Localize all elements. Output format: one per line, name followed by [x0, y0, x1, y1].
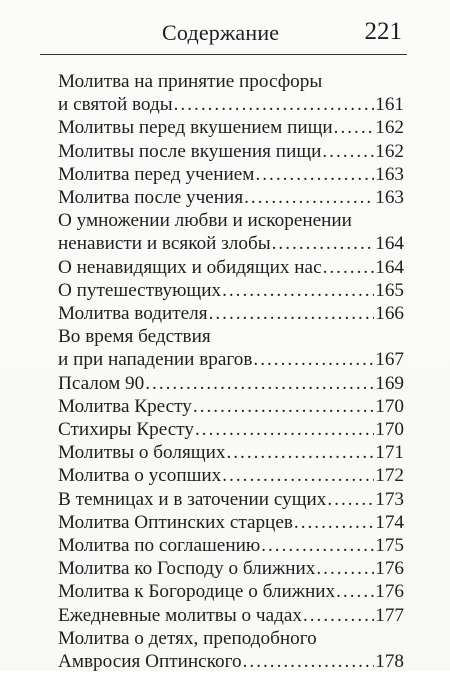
toc-page-number: 174 — [375, 511, 404, 533]
toc-entry-last-line — [58, 279, 404, 302]
toc-entry — [58, 557, 404, 580]
toc-entry — [58, 116, 404, 139]
toc-entry-last-line — [58, 395, 404, 418]
toc-entry-title: Ежедневные молитвы о чадах — [58, 604, 302, 626]
toc-page-number: 176 — [375, 581, 404, 603]
toc-entry — [58, 325, 404, 371]
toc-entry — [58, 302, 404, 325]
toc-page-number: 170 — [375, 419, 404, 441]
toc-entry-last-line — [58, 116, 404, 139]
toc-entry-last-line — [58, 93, 404, 116]
toc-page-number: 165 — [375, 279, 404, 301]
dot-leader — [322, 140, 374, 163]
toc-entry-title: Молитвы перед вкушением пищи — [58, 117, 333, 139]
toc-entry — [58, 163, 404, 186]
toc-entry-last-line — [58, 464, 404, 487]
toc-entry-last-line — [58, 140, 404, 163]
toc-entry-last-line — [58, 580, 404, 603]
toc-entry-last-line — [58, 604, 404, 627]
page-header — [0, 14, 450, 54]
toc-entry-last-line — [58, 372, 404, 395]
toc-entry-title: ненависти и всякой злобы — [58, 233, 271, 255]
dot-leader — [255, 163, 374, 186]
toc-page-number: 178 — [375, 651, 404, 673]
toc-entry-line — [58, 325, 404, 348]
toc-entry-title: Молитва водителя — [58, 303, 208, 325]
toc-page-number: 163 — [375, 163, 404, 185]
toc-entry — [58, 70, 404, 116]
toc-page-number: 170 — [375, 395, 404, 417]
toc-entry-title: Молитва о детях, преподобного — [58, 627, 317, 649]
dot-leader — [294, 511, 374, 534]
toc-entry-title: и при нападении врагов — [58, 349, 253, 371]
toc-entry-last-line — [58, 163, 404, 186]
toc-entry — [58, 209, 404, 255]
toc-entry — [58, 580, 404, 603]
toc-entry-last-line — [58, 302, 404, 325]
toc-entry-last-line — [58, 511, 404, 534]
toc-entry-title: В темницах и в заточении сущих — [58, 488, 327, 510]
toc-page-number: 163 — [375, 187, 404, 209]
toc-page-number: 161 — [375, 94, 404, 116]
table-of-contents — [58, 70, 404, 673]
toc-entry-last-line — [58, 488, 404, 511]
dot-leader — [323, 256, 375, 279]
toc-entry-title: Молитва о усопших — [58, 465, 222, 487]
toc-entry-title: О ненавидящих и обидящих нас — [58, 256, 322, 278]
toc-entry — [58, 186, 404, 209]
toc-entry — [58, 256, 404, 279]
toc-entry-last-line — [58, 557, 404, 580]
toc-page-number: 177 — [375, 604, 404, 626]
toc-page-number: 172 — [375, 465, 404, 487]
toc-entry — [58, 464, 404, 487]
toc-page-number: 164 — [375, 233, 404, 255]
dot-leader — [222, 464, 374, 487]
toc-entry-title: О путешествующих — [58, 279, 222, 301]
toc-entry — [58, 441, 404, 464]
toc-entry-title: Молитва после учения — [58, 187, 244, 209]
toc-entry-last-line — [58, 441, 404, 464]
dot-leader — [193, 395, 374, 418]
toc-entry-title: Амвросия Оптинского — [58, 651, 242, 673]
toc-entry-title: Молитва к Богородице о ближних — [58, 581, 336, 603]
toc-entry-line — [58, 209, 404, 232]
toc-entry-title: Молитва перед учением — [58, 163, 255, 185]
toc-entry-last-line — [58, 418, 404, 441]
toc-entry-last-line — [58, 348, 404, 371]
toc-entry-title: Молитва на принятие просфоры — [58, 71, 323, 92]
toc-page-number: 171 — [375, 442, 404, 464]
running-title: Содержание — [162, 20, 280, 45]
dot-leader — [195, 418, 374, 441]
dot-leader — [222, 279, 374, 302]
dot-leader — [336, 580, 374, 603]
toc-entry — [58, 627, 404, 673]
toc-entry — [58, 488, 404, 511]
toc-entry — [58, 395, 404, 418]
dot-leader — [209, 302, 375, 325]
toc-entry — [58, 511, 404, 534]
header-rule — [40, 54, 407, 55]
toc-entry-last-line — [58, 232, 404, 255]
toc-entry-last-line — [58, 256, 404, 279]
toc-entry — [58, 534, 404, 557]
dot-leader — [145, 372, 374, 395]
dot-leader — [174, 93, 375, 116]
toc-entry-line — [58, 627, 404, 650]
dot-leader — [261, 534, 374, 557]
toc-page-number: 175 — [375, 535, 404, 557]
toc-entry-title: Молитва Кресту — [58, 395, 192, 417]
toc-entry-title: Молитвы после вкушения пищи — [58, 140, 322, 162]
dot-leader — [226, 441, 374, 464]
toc-entry — [58, 140, 404, 163]
toc-entry — [58, 418, 404, 441]
toc-page-number: 162 — [375, 140, 404, 162]
toc-page-number: 164 — [375, 256, 404, 278]
dot-leader — [244, 186, 374, 209]
toc-entry-title: Стихиры Кресту — [58, 419, 194, 441]
dot-leader — [327, 488, 374, 511]
toc-page-number: 166 — [375, 303, 404, 325]
toc-entry-last-line — [58, 534, 404, 557]
toc-entry-title: Молитва Оптинских старцев — [58, 511, 293, 533]
toc-entry-title: Псалом 90 — [58, 372, 145, 394]
toc-entry-title: О умножении любви и искоренении — [58, 210, 352, 232]
toc-page-number: 167 — [375, 349, 404, 371]
toc-entry-last-line — [58, 650, 404, 673]
dot-leader — [316, 557, 374, 580]
toc-entry-title: Молитвы о болящих — [58, 442, 226, 464]
toc-page-number: 162 — [375, 117, 404, 139]
dot-leader — [303, 604, 374, 627]
dot-leader — [272, 232, 375, 255]
dot-leader — [243, 650, 375, 673]
toc-page-number: 169 — [375, 372, 404, 394]
toc-page-number: 173 — [375, 488, 404, 510]
toc-entry-last-line — [58, 186, 404, 209]
toc-entry — [58, 279, 404, 302]
toc-entry-title: Молитва по соглашению — [58, 535, 261, 557]
toc-entry-title: Во время бедствия — [58, 326, 211, 348]
dot-leader — [253, 348, 374, 371]
toc-entry — [58, 372, 404, 395]
toc-entry — [58, 604, 404, 627]
toc-page-number: 176 — [375, 558, 404, 580]
toc-entry-line — [58, 70, 404, 93]
page-number: 221 — [364, 18, 402, 45]
dot-leader — [334, 116, 375, 139]
toc-entry-title: и святой воды — [58, 94, 173, 116]
toc-entry-title: Молитва ко Господу о ближних — [58, 558, 316, 580]
